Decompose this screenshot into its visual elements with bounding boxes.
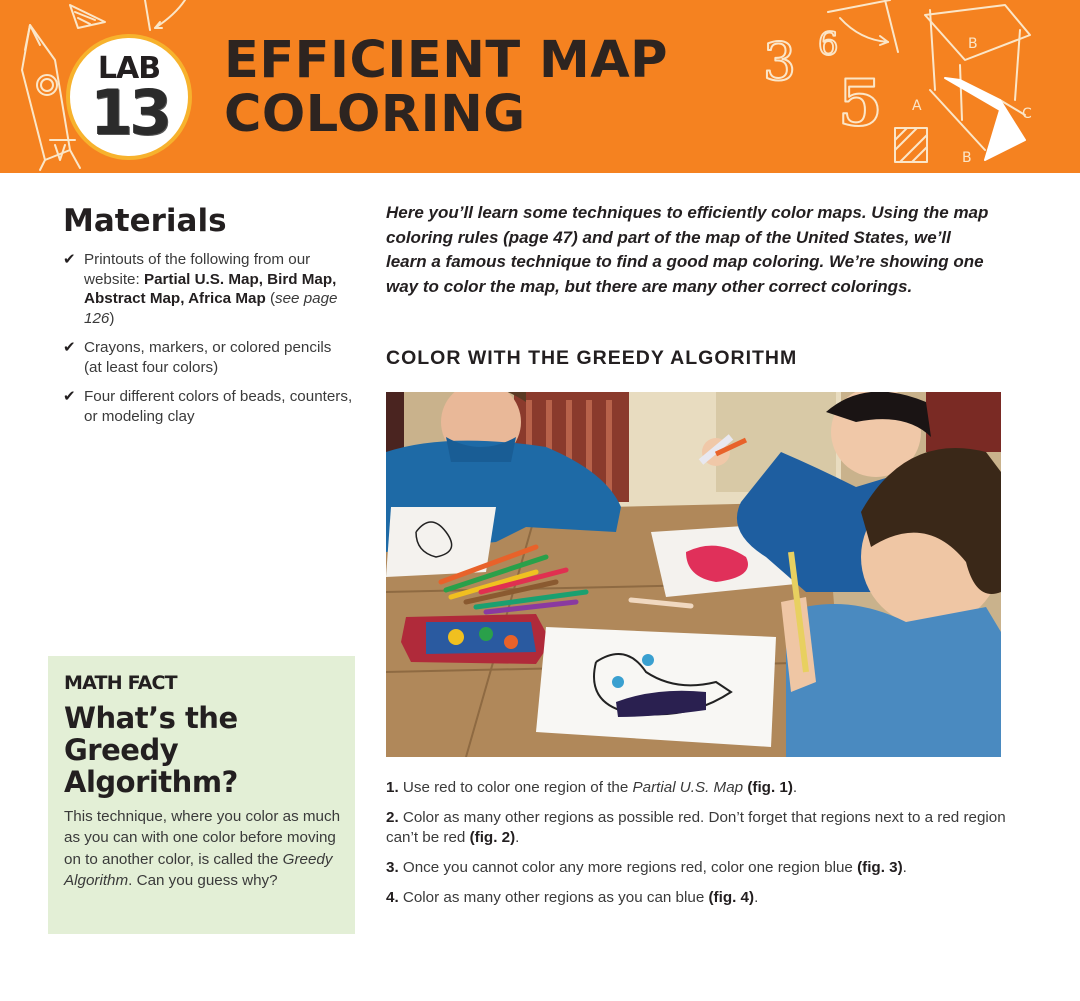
digit-6-icon (818, 25, 838, 63)
materials-item: ✔ Four different colors of beads, counters, or modeling clay (63, 388, 353, 425)
figure-reference: (fig. 3) (857, 859, 903, 876)
figure-reference: (fig. 1) (747, 779, 793, 796)
math-fact-body: This technique, where you color as much as you can with one color before moving on to another color, is called the Greedy Algorithm. Can you guess why? (64, 808, 341, 890)
title-line-2: COLORING (224, 85, 526, 144)
materials-heading: Materials (63, 203, 227, 239)
check-icon: ✔ (63, 339, 76, 356)
step-number: 4. (386, 889, 399, 906)
title-line-1: EFFICIENT MAP (224, 31, 669, 90)
svg-text:B: B (968, 36, 978, 52)
lab-number: 13 (89, 76, 169, 149)
geometric-shape-sketch-icon (912, 5, 1032, 166)
check-icon: ✔ (63, 251, 76, 268)
page-reference: see page 126 (84, 290, 338, 327)
math-fact-title: What’s the Greedy Algorithm? (64, 701, 238, 799)
materials-list (63, 250, 353, 436)
digit-3-icon (763, 33, 796, 93)
svg-text:3: 3 (763, 33, 797, 93)
step-item: 3. Once you cannot color any more regions red, color one region blue (fig. 3). (386, 859, 907, 876)
printout-names: Partial U.S. Map, Bird Map, Abstract Map, Africa Map (84, 270, 337, 307)
greedy-algorithm-term: Greedy Algorithm (64, 850, 333, 890)
photo-illustration (386, 392, 1001, 757)
hatched-square-icon (895, 128, 927, 162)
materials-item: ✔ Printouts of the following from our website: Partial U.S. Map, Bird Map, Abstract Map, Africa Map (see page 126) (63, 251, 338, 327)
page-title (224, 31, 669, 144)
step-number: 2. (386, 809, 399, 826)
figure-reference: (fig. 4) (708, 889, 755, 906)
children-coloring-photo (386, 392, 1001, 757)
lab-number-badge (66, 34, 192, 160)
materials-item: ✔ Crayons, markers, or colored pencils (at least four colors) (63, 339, 332, 376)
step-number: 1. (386, 779, 399, 796)
section-heading: COLOR WITH THE GREEDY ALGORITHM (386, 347, 798, 369)
lab-label: LAB (97, 51, 161, 86)
step-number: 3. (386, 859, 399, 876)
lab-header-banner (0, 0, 1080, 173)
arrow-sketch-icon (145, 0, 185, 30)
digit-5-icon (838, 66, 883, 141)
figure-reference: (fig. 2) (469, 829, 516, 846)
svg-text:5: 5 (838, 66, 883, 141)
svg-text:C: C (1022, 106, 1032, 122)
svg-text:6: 6 (818, 25, 839, 63)
svg-text:A: A (912, 98, 922, 114)
greedy-steps-list (386, 778, 1006, 918)
step-item: 1. Use red to color one region of the Partial U.S. Map (fig. 1). (386, 779, 798, 796)
step-item: 2. Color as many other regions as possible red. Don’t forget that regions next to a red region can’t be red (fig. 2). (386, 809, 1006, 846)
math-fact-box (48, 656, 355, 934)
step-item: 4. Color as many other regions as you can blue (fig. 4). (386, 889, 759, 906)
curved-arrow-sketch-icon (828, 0, 898, 52)
check-icon: ✔ (63, 388, 76, 405)
triangle-sketch-icon (70, 5, 105, 28)
svg-text:B: B (962, 150, 972, 166)
intro-paragraph: Here you’ll learn some techniques to efficiently color maps. Using the map coloring rules (page 47) and part of the map of the United States, we’ll learn a famous technique to find a good map coloring. We’re showing one way to color the map, but there are many other correct colorings. (386, 203, 989, 296)
math-fact-label: MATH FACT (64, 672, 177, 694)
